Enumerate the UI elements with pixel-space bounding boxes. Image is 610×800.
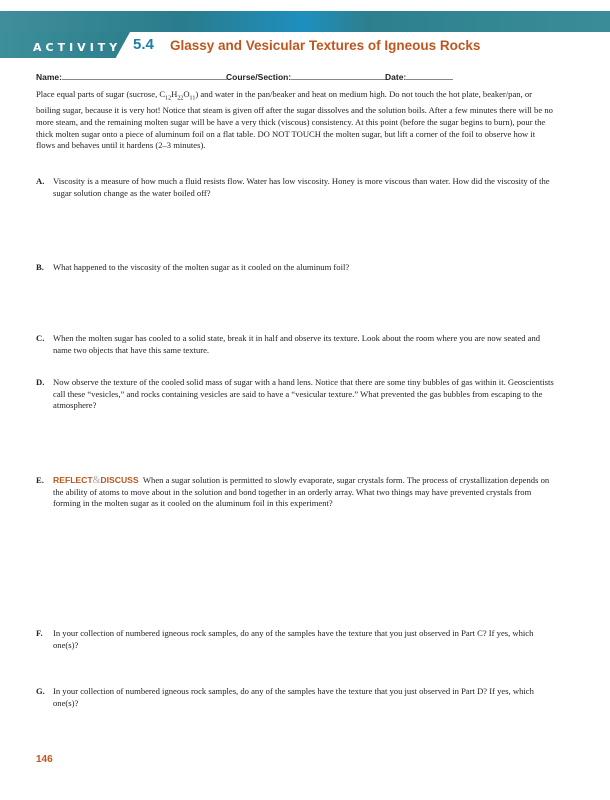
page-title: Glassy and Vesicular Textures of Igneous Rocks: [170, 38, 481, 53]
date-label: Date:: [385, 72, 407, 82]
intro-paragraph: Place equal parts of sugar (sucrose, $C_{12}H_{22}O_{11}$) and water in the pan/beaker and heat on medium high. Do not touch the hot plate, beaker/pan, or boiling sugar, because it is very hot! Notice that steam is given off after the sugar dissolves and the solution boils. After a few minutes there will be no more steam, and the remaining molten sugar will be have a very thick (viscous) consistency. At this point (before the sugar begins to burn), pour the thick molten sugar onto a piece of aluminum foil on a flat table. DO NOT TOUCH the molten sugar, but lift a corner of the foil to observe how it flows and behaves until it hardens (2–3 minutes).: [36, 89, 553, 151]
question-g: G. In your collection of numbered igneous rock samples, do any of the samples have the texture that you just observed in Part D? If yes, which one(s)?: [36, 686, 534, 708]
header-banner-image: [0, 11, 610, 32]
activity-label: ACTIVITY: [33, 41, 122, 54]
question-c: C. When the molten sugar has cooled to a solid state, break it in half and observe its texture. Look about the room where you are now seated and name two objects that have this same texture.: [36, 333, 541, 355]
course-field[interactable]: [226, 72, 386, 82]
question-e: E. REFLECT&DISCUSS When a sugar solution is permitted to slowly evaporate, sugar crystals form. The process of crystallization depends on the ability of atoms to move about in the solution and bond together in an orderly array. What two things may have prevented crystals from forming in the molten sugar as it cooled on the aluminum foil in this experiment?: [36, 475, 550, 509]
activity-number: 5.4: [133, 36, 154, 53]
question-f: F. In your collection of numbered igneous rock samples, do any of the samples have the texture that you just observed in Part C? If yes, which one(s)?: [36, 628, 534, 650]
page-number: 146: [36, 754, 53, 765]
question-b: B. What happened to the viscosity of the molten sugar as it cooled on the aluminum foil?: [36, 262, 350, 272]
date-field[interactable]: [385, 72, 453, 82]
question-a: A. Viscosity is a measure of how much a fluid resists flow. Water has low viscosity. Honey is more viscous than water. How did the viscosity of the sugar solution change as the water boiled off?: [36, 176, 550, 198]
course-label: Course/Section:: [226, 72, 292, 82]
question-d: D. Now observe the texture of the cooled solid mass of sugar with a hand lens. Notice that there are some tiny bubbles of gas within it. Geoscientists call these “vesicles,” and rocks containing vesicles are said to have a “vesicular texture.” What prevented the gas bubbles from escaping to the atmosphere?: [36, 377, 554, 411]
name-field[interactable]: [36, 72, 227, 82]
name-label: Name:: [36, 72, 62, 82]
